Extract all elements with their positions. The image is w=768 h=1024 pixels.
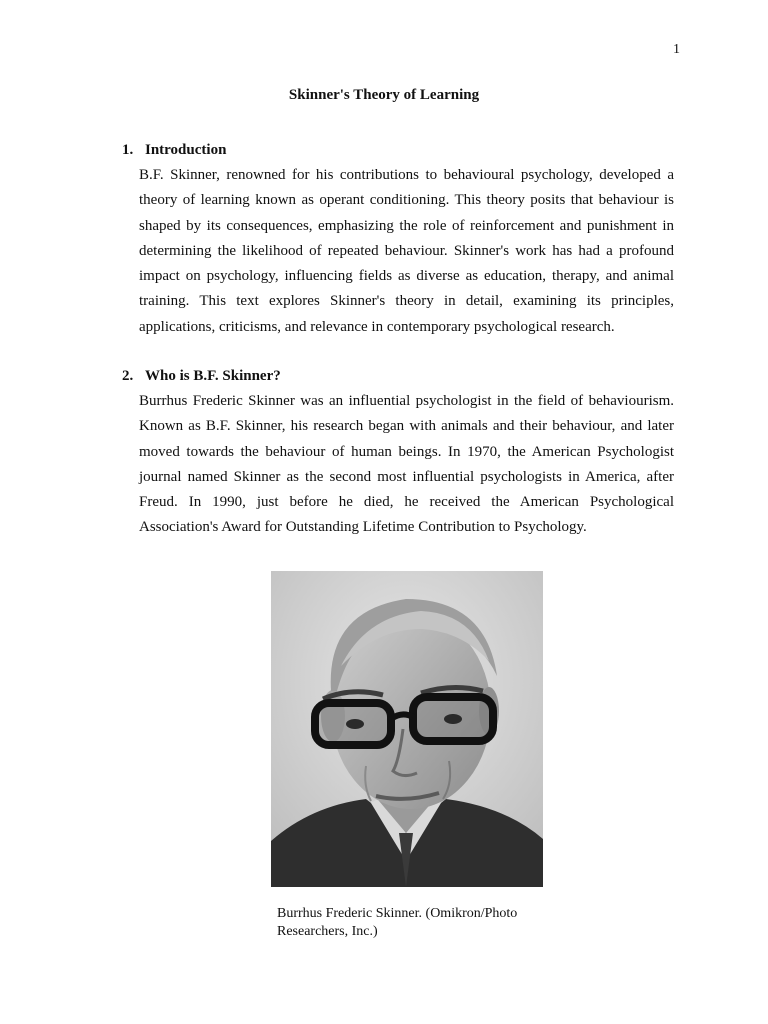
section-number: 2.: [122, 368, 134, 384]
section-body-introduction: B.F. Skinner, renowned for his contributions to behavioural psychology, developed a theory of learning known as operant conditioning. This theory posits that behaviour is shaped by its consequences, emphasizing the role of reinforcement and punishment in determining the likelihood of repeated behaviour. Skinner's work has had a profound impact on psychology, influencing fields as diverse as education, therapy, and animal training. This text explores Skinner's theory in detail, examining its principles, applications, criticisms, and relevance in contemporary psychological research.: [139, 167, 674, 335]
section-title: Who is B.F. Skinner?: [145, 368, 281, 384]
section-number: 1.: [122, 142, 134, 158]
figure-caption: Burrhus Frederic Skinner. (Omikron/Photo Researchers, Inc.): [277, 906, 518, 939]
section-body-who-is-skinner: Burrhus Frederic Skinner was an influential psychologist in the field of behaviourism. Known as B.F. Skinner, his research began with animals and their behaviour, and later moved towards the behaviour of human beings. In 1970, the American Psychologist journal named Skinner as the second most influential psychologists in America, after Freud. In 1990, just before he died, he received the American Psychological Association's Award for Outstanding Lifetime Contribution to Psychology.: [139, 393, 674, 536]
section-heading-who-is-skinner: [122, 368, 281, 385]
document-title: Skinner's Theory of Learning: [288, 87, 480, 103]
section-title: Introduction: [145, 142, 227, 158]
section-heading-introduction: [122, 142, 226, 159]
portrait-photo: [271, 571, 543, 887]
page-number: 1: [673, 42, 680, 57]
